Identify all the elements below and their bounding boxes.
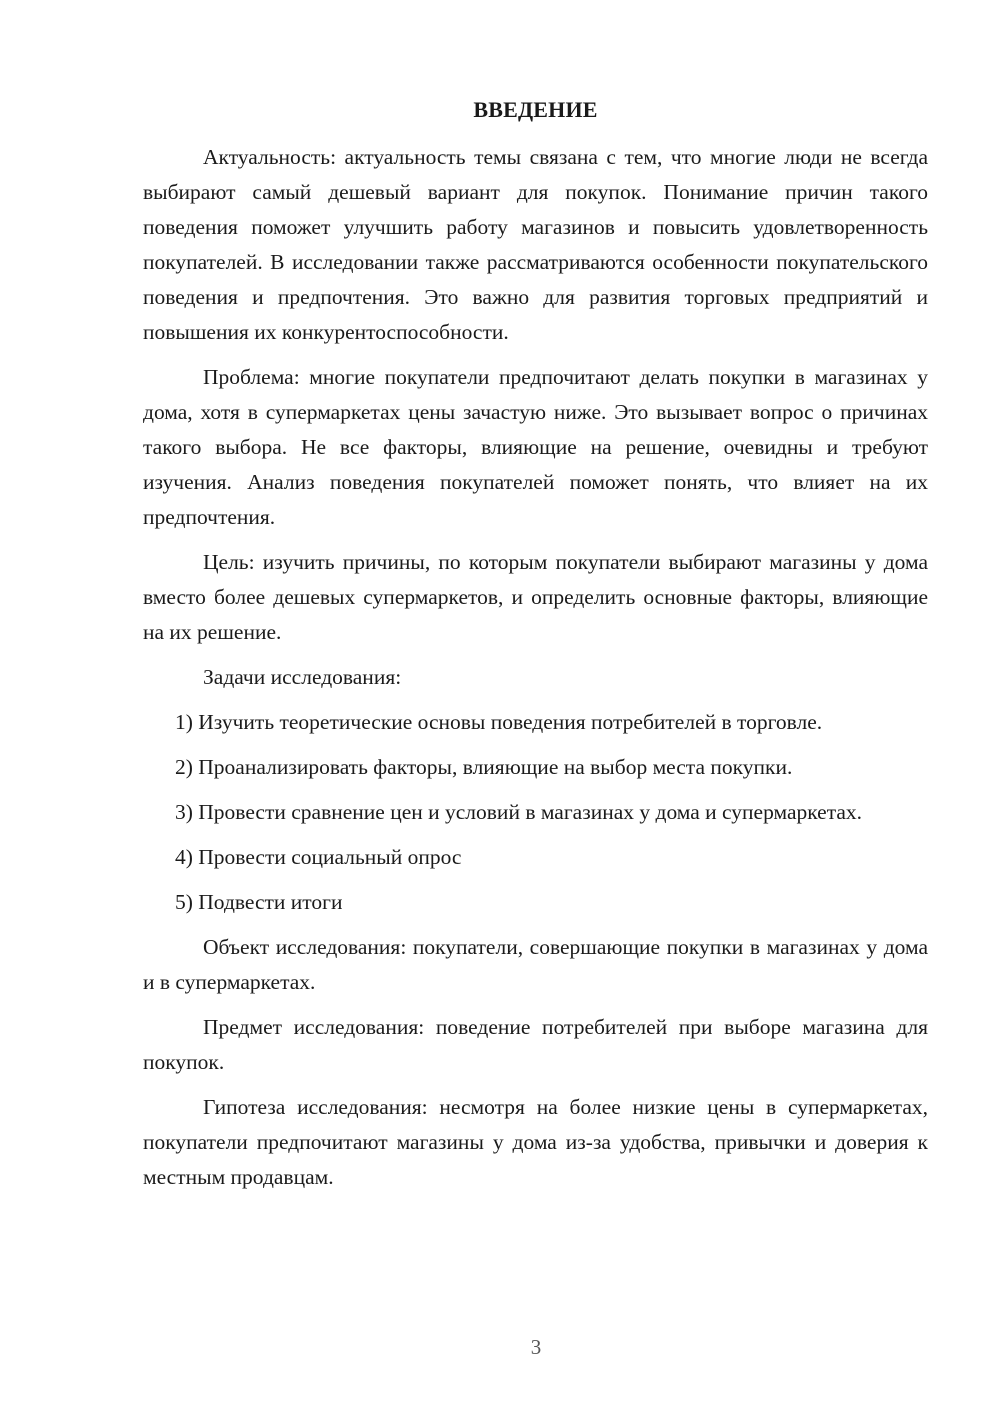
paragraph-subject: Предмет исследования: поведение потребителей при выборе магазина для покупок.	[143, 1015, 928, 1074]
document-page	[143, 90, 928, 1205]
paragraph-goal: Цель: изучить причины, по которым покупатели выбирают магазины у дома вместо более дешевых супермаркетов, и определить основные факторы, влияющие на их решение.	[143, 550, 928, 644]
task-item: 3) Провести сравнение цен и условий в магазинах у дома и супермаркетах.	[175, 800, 863, 824]
section-title: ВВЕДЕНИЕ	[473, 97, 598, 122]
paragraph-object: Объект исследования: покупатели, совершающие покупки в магазинах у дома и в супермаркетах.	[143, 935, 928, 994]
task-item: 4) Провести социальный опрос	[175, 845, 462, 869]
paragraph-problem: Проблема: многие покупатели предпочитают делать покупки в магазинах у дома, хотя в супермаркетах цены зачастую ниже. Это вызывает вопрос о причинах такого выбора. Не все факторы, влияющие на решение, очевидны и требуют изучения. Анализ поведения покупателей поможет понять, что влияет на их предпочтения.	[143, 365, 928, 529]
page-number: 3	[530, 1335, 542, 1359]
task-item: 2) Проанализировать факторы, влияющие на выбор места покупки.	[175, 755, 793, 779]
paragraph-hypothesis: Гипотеза исследования: несмотря на более низкие цены в супермаркетах, покупатели предпочитают магазины у дома из-за удобства, привычки и доверия к местным продавцам.	[143, 1095, 928, 1189]
tasks-heading: Задачи исследования:	[203, 665, 402, 689]
paragraph-relevance: Актуальность: актуальность темы связана с тем, что многие люди не всегда выбирают самый дешевый вариант для покупок. Понимание причин такого поведения поможет улучшить работу магазинов и повысить удовлетворенность покупателей. В исследовании также рассматриваются особенности покупательского поведения и предпочтения. Это важно для развития торговых предприятий и повышения их конкурентоспособности.	[143, 145, 928, 344]
task-item: 1) Изучить теоретические основы поведения потребителей в торговле.	[175, 710, 823, 734]
task-item: 5) Подвести итоги	[175, 890, 343, 914]
